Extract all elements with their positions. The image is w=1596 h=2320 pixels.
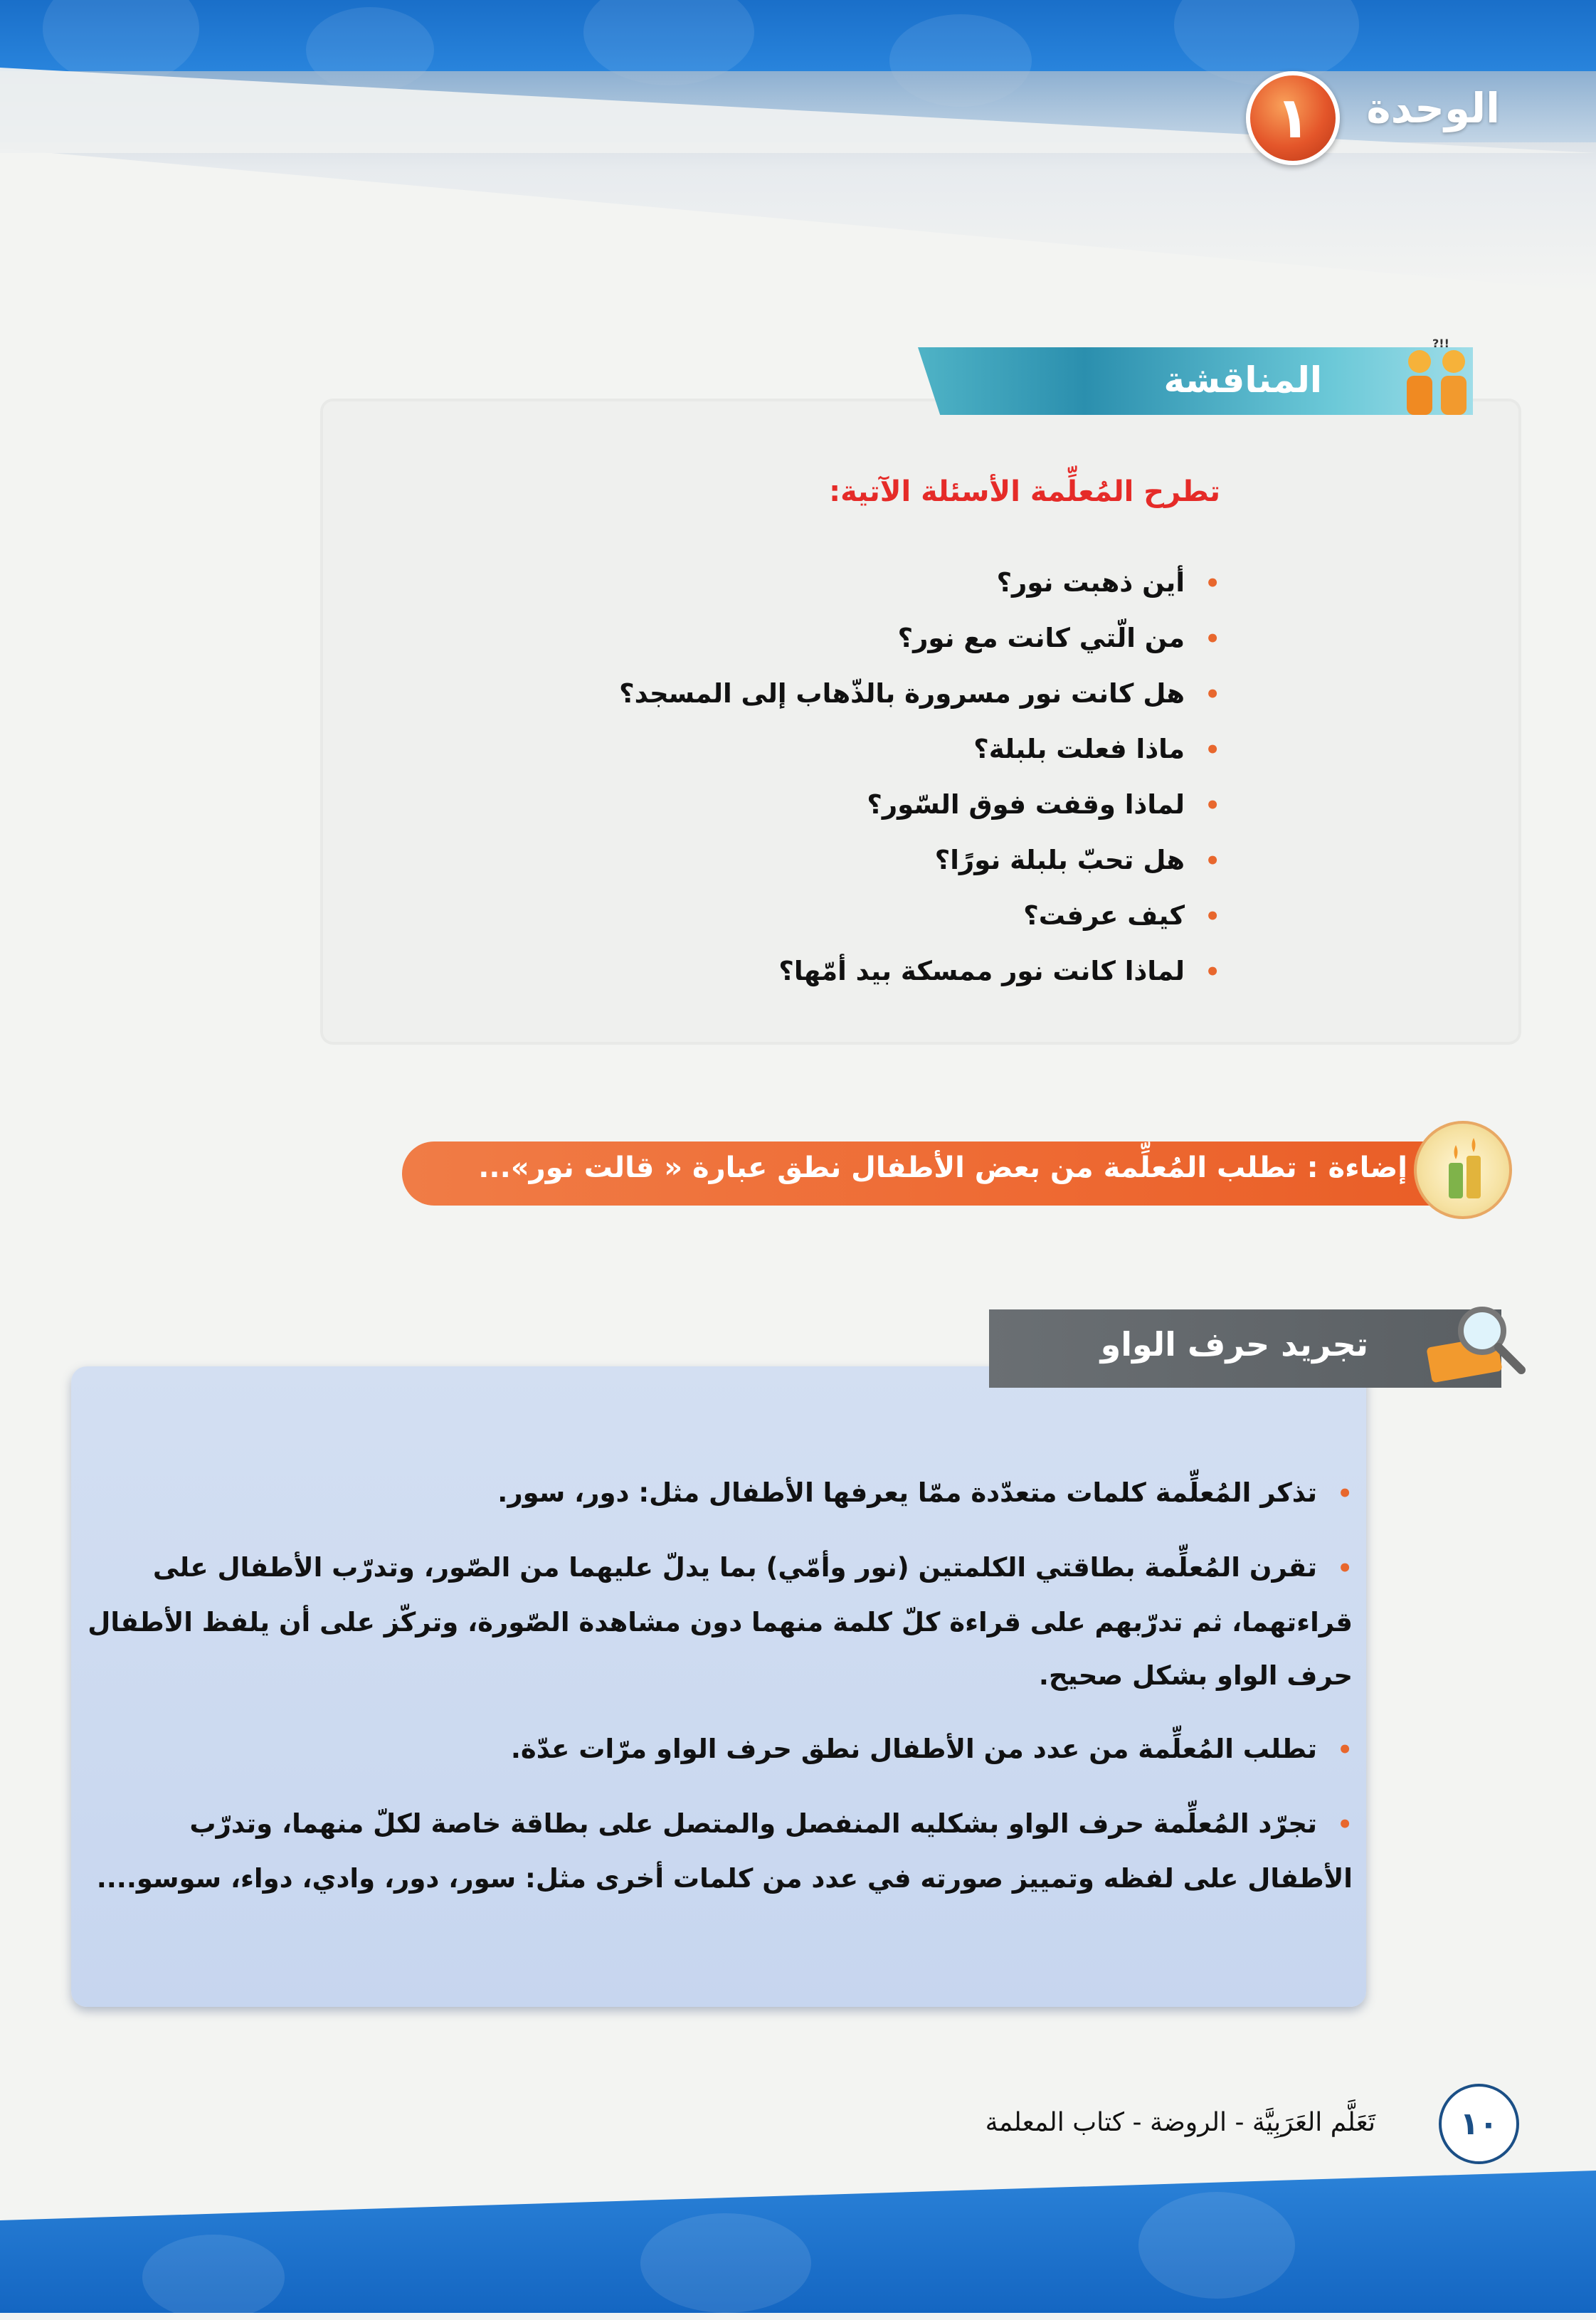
- unit-title: الوحدة: [1366, 84, 1500, 132]
- question-text: من الّتي كانت مع نور؟: [897, 623, 1185, 653]
- list-item: [86, 1541, 1353, 1702]
- discussion-questions: [366, 555, 1220, 999]
- bullet-icon: •: [1205, 847, 1220, 875]
- list-item: [366, 722, 1220, 777]
- bullet-icon: •: [1205, 625, 1220, 653]
- list-item: [366, 944, 1220, 999]
- bullet-icon: •: [1337, 1736, 1353, 1764]
- magnifier-icon: [1415, 1299, 1528, 1391]
- list-item: [86, 1722, 1353, 1777]
- list-item: [86, 1466, 1353, 1521]
- bullet-icon: •: [1337, 1554, 1353, 1583]
- list-item: [366, 555, 1220, 611]
- item-text: تذكر المُعلِّمة كلمات متعدّدة ممّا يعرفها الأطفال مثل: دور، سور.: [497, 1477, 1317, 1508]
- question-text: هل كانت نور مسرورة بالذّهاب إلى المسجد؟: [619, 678, 1185, 709]
- bullet-icon: •: [1205, 791, 1220, 820]
- abstraction-items: [86, 1466, 1353, 1925]
- bullet-icon: •: [1205, 680, 1220, 709]
- unit-number-badge: ١: [1246, 71, 1340, 165]
- list-item: [86, 1797, 1353, 1905]
- bullet-icon: •: [1337, 1810, 1353, 1839]
- list-item: [366, 777, 1220, 833]
- discussion-title: المناقشة: [1163, 359, 1322, 401]
- page-number: ١٠: [1439, 2084, 1519, 2164]
- item-text: تجرّد المُعلِّمة حرف الواو بشكليه المنفصل والمتصل على بطاقة خاصة لكلّ منهما، وتدرّب الأطفال على لفظه وتمييز صورته في عدد من كلمات أخرى مثل: سور، دور، وادي، دواء، سوسو....: [96, 1808, 1353, 1894]
- question-text: هل تحبّ بلبلة نورًا؟: [934, 845, 1185, 875]
- footer-band: [0, 2171, 1596, 2313]
- bullet-icon: •: [1337, 1480, 1353, 1508]
- item-text: تطلب المُعلِّمة من عدد من الأطفال نطق حرف الواو مرّات عدّة.: [510, 1734, 1317, 1764]
- footer-pattern: [142, 2235, 285, 2320]
- bullet-icon: •: [1205, 958, 1220, 986]
- spotlight-text-row: [411, 1151, 1407, 1184]
- abstraction-title: تجريد حرف الواو: [1100, 1325, 1368, 1364]
- question-text: لماذا وقفت فوق السّور؟: [867, 789, 1185, 820]
- book-title: تَعَلَّم العَرَبِيَّة - الروضة - كتاب المعلمة: [985, 2108, 1375, 2137]
- spotlight-text: تطلب المُعلِّمة من بعض الأطفال نطق عبارة « قالت نور»...: [478, 1151, 1297, 1184]
- question-text: ماذا فعلت بلبلة؟: [973, 734, 1185, 764]
- item-text: تقرن المُعلِّمة بطاقتي الكلمتين (نور وأمّي) بما يدلّ عليهما من الصّور، وتدرّب الأطفال على قراءتهما، ثم تدرّبهم على قراءة كلّ كلمة منهما دون مشاهدة الصّورة، وتركّز على أن يلفظ الأطفال حرف الواو بشكل صحيح.: [88, 1552, 1353, 1691]
- question-text: كيف عرفت؟: [1023, 900, 1185, 931]
- discussion-people-icon: [1398, 334, 1476, 420]
- list-item: [366, 833, 1220, 888]
- bullet-icon: •: [1205, 736, 1220, 764]
- list-item: [366, 666, 1220, 722]
- footer-pattern: [1138, 2192, 1295, 2299]
- question-text: لماذا كانت نور ممسكة بيد أمّها؟: [778, 956, 1185, 986]
- bullet-icon: •: [1205, 569, 1220, 598]
- question-text: أين ذهبت نور؟: [996, 567, 1185, 598]
- spotlight-label: إضاءة :: [1306, 1151, 1407, 1184]
- svg-text:?!!: ?!!: [1432, 337, 1449, 350]
- list-item: [366, 888, 1220, 944]
- bullet-icon: •: [1205, 902, 1220, 931]
- candle-icon: [1414, 1121, 1512, 1219]
- footer-pattern: [640, 2213, 811, 2313]
- discussion-intro: تطرح المُعلِّمة الأسئلة الآتية:: [829, 475, 1220, 508]
- list-item: [366, 611, 1220, 666]
